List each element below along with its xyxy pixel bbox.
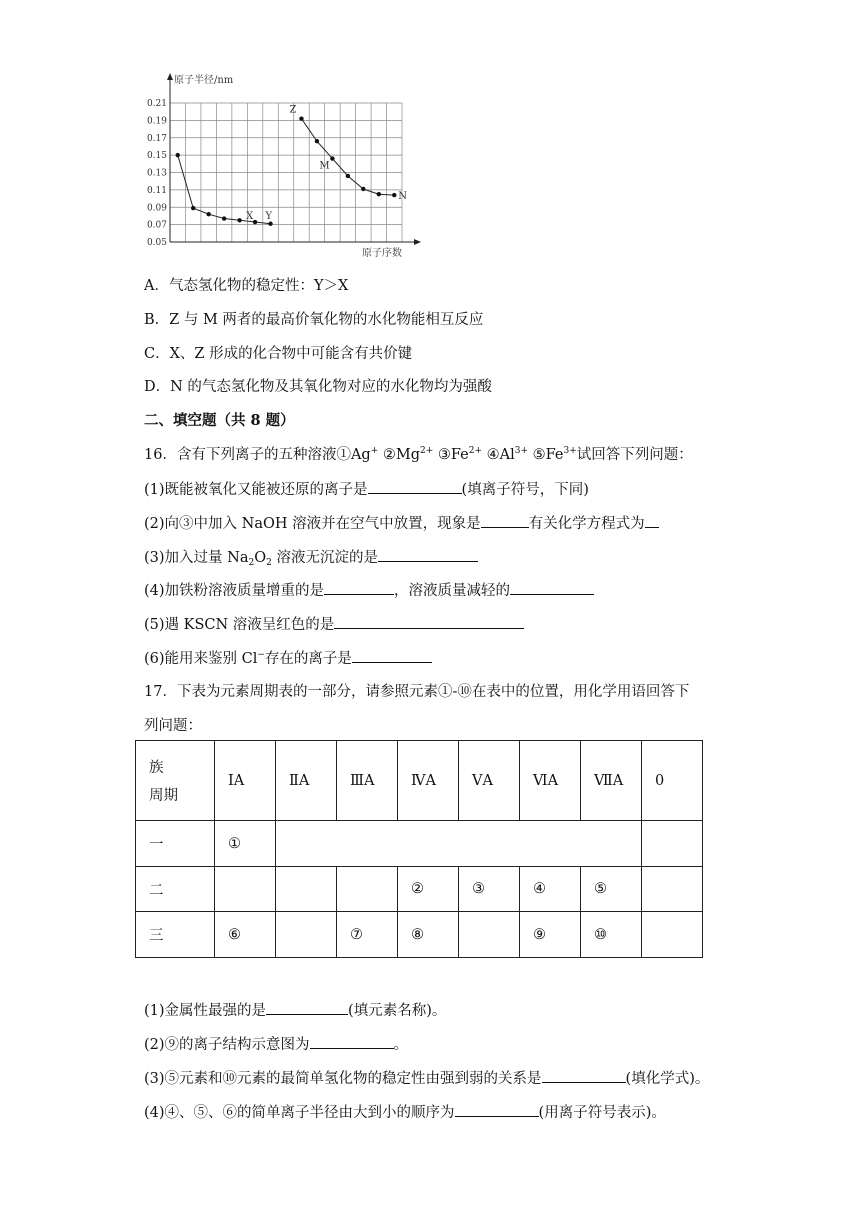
q16-blank-2b[interactable] [645,513,659,528]
q16-part2: (2)向③中加入 NaOH 溶液并在空气中放置，现象是 有关化学方程式为 [144,513,659,534]
element-cell: ① [215,821,276,867]
merged-empty-cell [276,821,642,867]
element-cell [215,867,276,912]
element-cell [276,867,337,912]
periodic-table-fragment [135,740,703,958]
data-point [392,193,396,197]
group-header: ⅠA [215,741,276,821]
y-tick-label: 0.07 [146,220,167,231]
element-cell [642,867,703,912]
data-point [253,220,257,224]
series-line [301,119,394,195]
q17-blank-1[interactable] [266,1000,348,1015]
q16-blank-3[interactable] [378,547,478,562]
q16-blank-4b[interactable] [510,580,594,595]
q17-part2: (2)⑨的离子结构示意图为 。 [144,1034,408,1055]
q17-blank-3[interactable] [542,1068,626,1083]
q17-part3: (3)⑤元素和⑩元素的最简单氢化物的稳定性由强到弱的关系是 (填化学式)。 [144,1068,709,1089]
y-tick-label: 0.21 [146,99,167,109]
option-b: B．Z 与 M 两者的最高价氧化物的水化物能相互反应 [144,312,484,328]
chart-y-axis-label: 原子半径/nm [174,75,234,86]
group-header: ⅥA [520,741,581,821]
y-axis-arrow [167,73,173,80]
y-tick-label: 0.17 [146,133,167,144]
y-tick-label: 0.19 [146,116,167,127]
q16-blank-6[interactable] [352,648,432,663]
y-tick-label: 0.09 [146,203,167,214]
data-point [268,222,272,226]
element-cell: ⑥ [215,912,276,958]
element-cell: ⑦ [337,912,398,958]
y-tick-label: 0.13 [146,168,167,179]
element-cell: ② [398,867,459,912]
atomic-radius-chart [140,68,440,263]
y-tick-label: 0.11 [146,185,167,196]
series-line [178,155,271,224]
data-point [361,187,365,191]
data-point [346,174,350,178]
point-label: Z [289,104,297,116]
table-row-period-3 [136,912,703,958]
element-cell: ③ [459,867,520,912]
table-row-period-2 [136,867,703,912]
q17-stem-line1: 17．下表为元素周期表的一部分，请参照元素①-⑩在表中的位置，用化学用语回答下 [144,684,690,700]
period-label: 三 [136,912,215,958]
q16-part6: (6)能用来鉴别 Cl−存在的离子是 [144,648,432,669]
chart-y-ticks [147,99,167,248]
group-header: ⅦA [581,741,642,821]
point-label: X [246,211,254,223]
y-tick-label: 0.05 [146,238,167,248]
element-cell: ④ [520,867,581,912]
q16-blank-1[interactable] [368,479,462,494]
group-header: ⅣA [398,741,459,821]
group-header: ⅡA [276,741,337,821]
data-point [377,192,381,196]
data-point [299,116,303,120]
q17-stem-line2: 列问题： [144,718,202,734]
chart-grid [170,103,402,242]
q16-blank-2a[interactable] [481,513,529,528]
option-a: A．气态氢化物的稳定性：Y＞X [144,278,349,294]
data-point [237,218,241,222]
period-label: 二 [136,867,215,912]
y-tick-label: 0.15 [146,151,167,162]
q17-blank-2[interactable] [310,1034,394,1049]
table-row-period-1 [136,821,703,867]
q16-part5: (5)遇 KSCN 溶液呈红色的是 [144,614,524,635]
element-cell [337,867,398,912]
point-label: Y [265,210,273,222]
q16-part1: (1)既能被氧化又能被还原的离子是 (填离子符号，下同) [144,479,589,500]
group-header: ⅤA [459,741,520,821]
element-cell [642,912,703,958]
point-label: N [398,191,408,203]
data-point [206,212,210,216]
period-label: 一 [136,821,215,867]
q17-part4: (4)④、⑤、⑥的简单离子半径由大到小的顺序为 (用离子符号表示)。 [144,1102,666,1123]
data-point [191,206,195,210]
point-label: M [319,160,330,172]
chart-series [176,116,397,226]
option-c: C．X、Z 形成的化合物中可能含有共价键 [144,346,413,362]
element-cell: ⑧ [398,912,459,958]
x-axis-arrow [414,239,421,245]
q16-blank-5[interactable] [334,614,524,629]
element-cell [459,912,520,958]
data-point [315,139,319,143]
q16-part4: (4)加铁粉溶液质量增重的是 ，溶液质量减轻的 [144,580,594,601]
q16-blank-4a[interactable] [324,580,394,595]
q16-stem: 16．含有下列离子的五种溶液①Ag+ $②Mg^{2+}$ $③Fe^{2+}$ $④Al^{3+}$ $⑤Fe^{3+}$试回答下列问题： [144,446,693,463]
q17-part1: (1)金属性最强的是 (填元素名称)。 [144,1000,446,1021]
data-point [222,216,226,220]
table-header-row [136,741,703,821]
data-point [176,153,180,157]
data-point [330,156,334,160]
chart-x-axis-label: 原子序数 [362,248,402,259]
element-cell [276,912,337,958]
q16-part3: (3)加入过量 $Na_2O_2$ 溶液无沉淀的是 [144,547,478,568]
chart-point-labels [246,105,407,222]
section-title: 二、填空题（共 8 题） [144,412,295,429]
table-corner-cell: 族 周期 [136,741,215,821]
element-cell: ⑨ [520,912,581,958]
element-cell: ⑩ [581,912,642,958]
element-cell [642,821,703,867]
group-header: ⅢA [337,741,398,821]
q17-blank-4[interactable] [455,1102,539,1117]
option-d: D．N 的气态氢化物及其氧化物对应的水化物均为强酸 [144,379,492,395]
element-cell: ⑤ [581,867,642,912]
group-header: 0 [642,741,703,821]
